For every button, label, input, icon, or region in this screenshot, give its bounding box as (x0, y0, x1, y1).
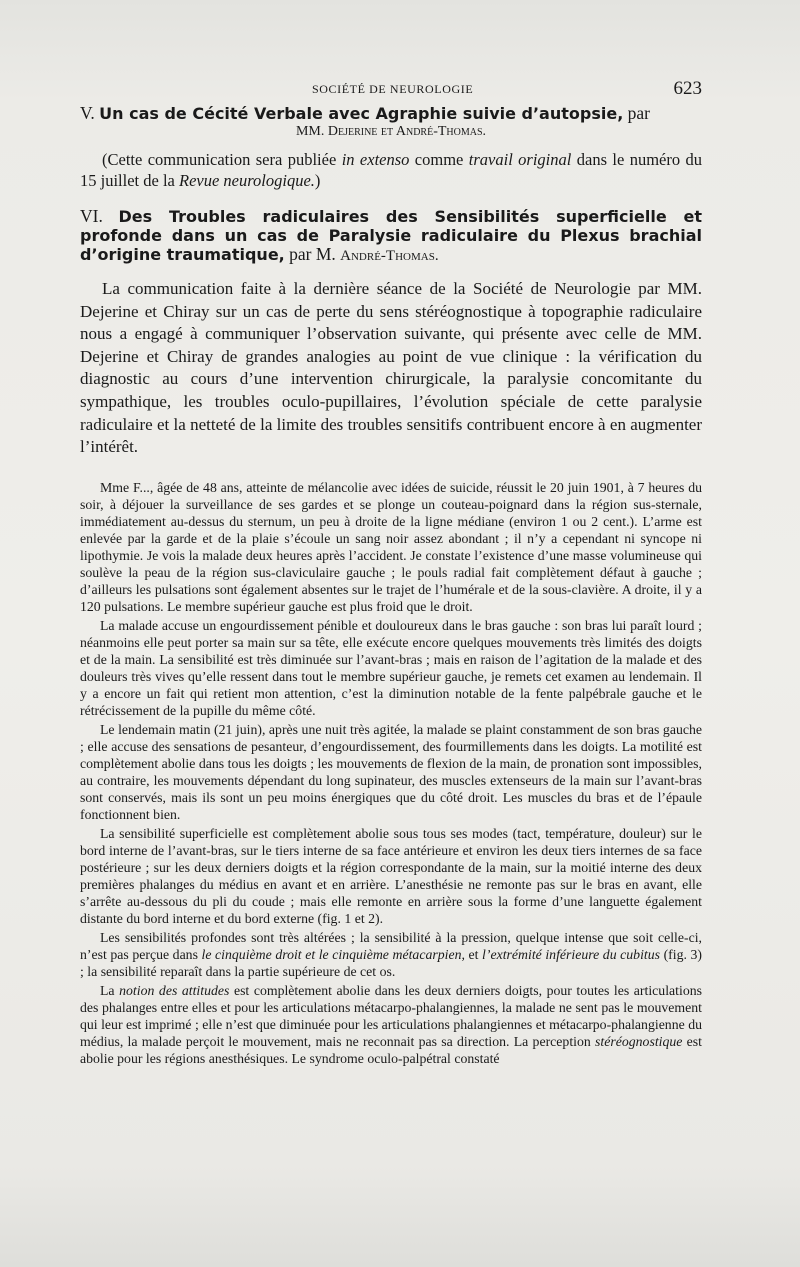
note-italic-3: Revue neurologique. (178, 171, 315, 190)
item-vi-author: André-Thomas. (340, 248, 439, 264)
item-v-note (80, 149, 702, 191)
note-text-1: (Cette communication sera publiée (102, 150, 342, 169)
p6-italic-1: notion des attitudes (119, 982, 230, 998)
item-vi-by: par M. (289, 244, 336, 264)
case-paragraph-3: Le lendemain matin (21 juin), après une nuit très agitée, la malade se plaint constamment de son bras gauche ; elle accuse des sensations de pesanteur, d’engourdissement, des fourmillements dans les doigts. La motilité est complètement abolie dans tous les doigts ; les mouvements de flexion de la main, de pronation sont impossibles, au contraire, les mouvements dépendant du long supinateur, des muscles extenseurs de la main sur l’avant-bras sont conservés, mais ils sont un peu moins énergiques que du côté droit. Les muscles du bras et de l’épaule fonctionnent bien. (80, 721, 702, 822)
page-content (80, 78, 702, 1067)
note-text-3: dans le numéro du 15 juillet de la (80, 150, 703, 190)
running-title: SOCIÉTÉ DE NEUROLOGIE (312, 82, 474, 96)
item-vi-heading (80, 207, 702, 266)
note-italic-2: travail original (468, 150, 572, 169)
p5-text-b: et (464, 946, 483, 962)
p6-text-b: est complètement abolie dans les deux derniers doigts, pour toutes les articulations des phalanges entre elles et pour les articulations métacarpo-phalangiennes, la malade ne sent pas le mouvement qui leur est imprimé ; elle n’est que diminuée pour les articulations phalangiennes et métacarpo-phalangienne du médius, la malade perçoit le mouvement, mais ne reconnait pas sa direction. La perception (80, 982, 702, 1049)
running-head (80, 78, 702, 104)
intro-paragraph: La communication faite à la dernière séance de la Société de Neurologie par MM. Dejerine et Chiray sur un cas de perte du sens stéréognostique à topographie radiculaire nous a engagé à communiquer l’observation suivante, qui présente avec celle de MM. Dejerine et Chiray de grandes analogies au point de vue clinique : la vérification du diagnostic au cours d’une intervention chirurgicale, la paralysie concomitante du sympathique, les troubles oculo-pupillaires, l’évolution spéciale de cette paralysie radiculaire et la netteté de la limite des troubles sensitifs contribuent encore à en augmenter l’intérêt. (80, 279, 702, 457)
item-v-title: Un cas de Cécité Verbale avec Agraphie suivie d’autopsie, (99, 104, 624, 123)
section-gap (80, 191, 702, 207)
item-v-authors: MM. Dejerine et André-Thomas. (295, 124, 487, 139)
case-paragraph-5 (80, 929, 702, 980)
item-vi-number: VI. (80, 206, 103, 226)
case-paragraph-4: La sensibilité superficielle est complètement abolie sous tous ses modes (tact, température, douleur) sur le bord interne de l’avant-bras, sur le tiers interne de sa face antérieure et environ les deux tiers internes de sa face postérieure ; sur les deux derniers doigts et la région correspondante de la main, sur la moitié interne des deux premières phalanges du médius en avant et en arrière. L’anesthésie ne remonte pas sur le bras en avant, elle s’arrête au-dessous du pli du coude ; mais elle remonte en arrière sous la forme d’une languette également distante du bord interne et du bord externe (fig. 1 et 2). (80, 825, 702, 926)
note-text-4: ) (314, 171, 321, 190)
item-v-by: par (627, 103, 651, 123)
case-paragraph-1: Mme F..., âgée de 48 ans, atteinte de mélancolie avec idées de suicide, réussit le 20 juin 1901, à 7 heures du soir, à déjouer la surveillance de ses gardes et se plonge un couteau-poignard dans la région sus-sternale, immédiatement au-dessus du sternum, un peu à droite de la ligne médiane (environ 1 ou 2 cent.). L’arme est enlevée par la garde et de la plaie s’écoule un sang noir assez abondant ; il n’y a cependant ni syncope ni lipothymie. Je vois la malade deux heures après l’accident. Je constate l’existence d’une masse volumineuse qui soulève la peau de la région sus-claviculaire gauche ; le pouls radial fait complètement défaut à gauche ; d’ailleurs les pulsations sont également absentes sur le trajet de l’humérale et de la sous-clavière. A droite, il y a 120 pulsations. Le membre supérieur gauche est plus froid que le droit. (80, 479, 702, 614)
p5-italic-1: le cinquième droit et le cinquième métacarpien, (201, 946, 465, 962)
p5-italic-2: l’extrémité inférieure du cubitus (482, 946, 661, 962)
p6-text-a: La (100, 982, 120, 998)
note-text-2: comme (409, 150, 469, 169)
item-v-number: V. (80, 103, 95, 123)
p6-italic-2: stéréognostique (595, 1033, 683, 1049)
item-vi-title: Des Troubles radiculaires des Sensibilités superficielle et profonde dans un cas de Paralysie radiculaire du Plexus brachial d’origine traumatique, (80, 207, 703, 264)
case-paragraph-2: La malade accuse un engourdissement pénible et douloureux dans le bras gauche : son bras lui paraît lourd ; néanmoins elle peut porter sa main sur sa tête, elle exécute encore quelques mouvements très limités des doigts et de la main. La sensibilité est très diminuée sur l’avant-bras ; mais en raison de l’agitation de la malade et des douleurs très vives qu’elle ressent dans tout le membre supérieur gauche, je remets cet examen au lendemain. Il y a encore un fait qui retient mon attention, c’est la diminution notable de la fente palpébrale gauche et le rétrécissement de la pupille du même côté. (80, 617, 702, 718)
note-italic-1: in extenso (341, 150, 410, 169)
p5-text-a: Les sensibilités profondes sont très altérées ; la sensibilité à la pression, quelque intense que soit celle-ci, n’est pas perçue dans (80, 929, 702, 962)
item-v-heading (80, 104, 702, 123)
page-number: 623 (673, 78, 702, 99)
p5-text-c: (fig. 3) ; la sensibilité reparaît dans la partie supérieure de cet os. (80, 946, 703, 979)
p6-text-c: est abolie pour les régions anesthésiques. Le syndrome oculo-palpétral constaté (80, 1033, 703, 1066)
case-paragraph-6 (80, 982, 702, 1067)
